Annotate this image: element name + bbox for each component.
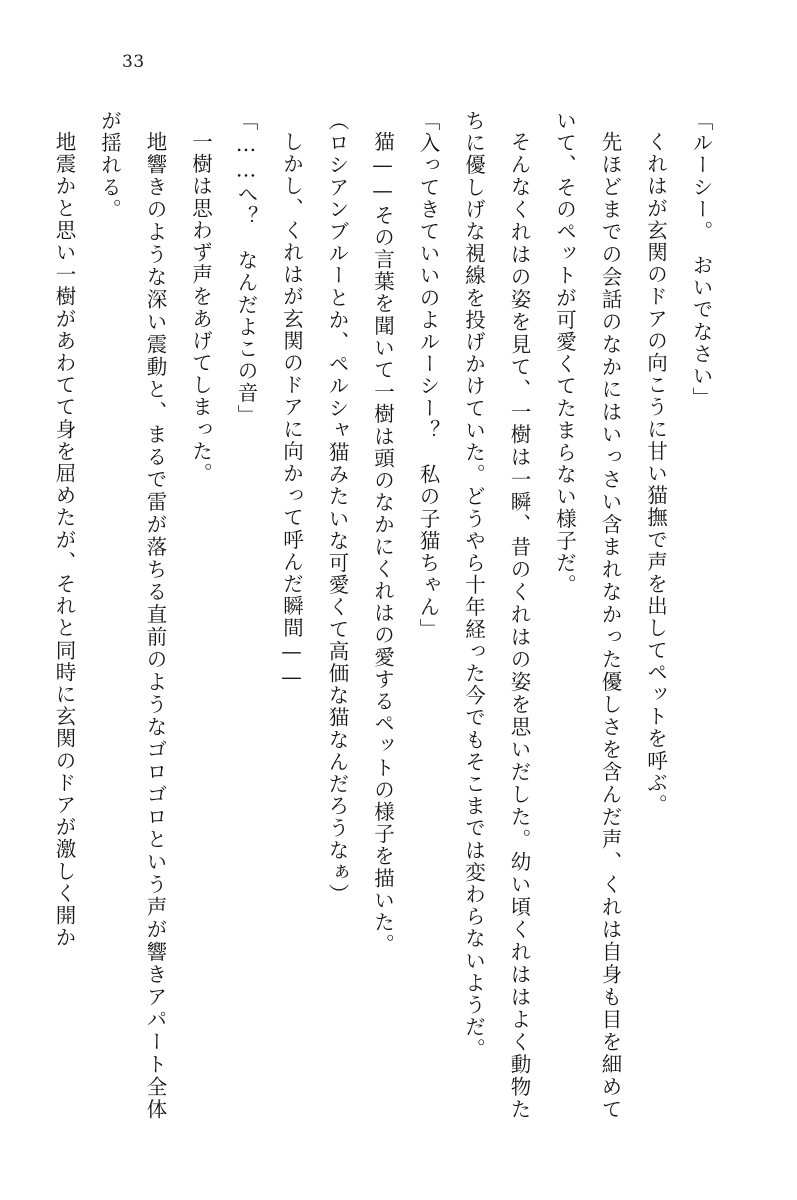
paragraph: 「ルーシー。 おいでなさい」 bbox=[689, 110, 713, 410]
paragraph: 「……へ？ なんだよこの音」 bbox=[234, 110, 258, 427]
paragraph: （ロシアンブルーとか、ペルシャ猫みたいな可愛くて高価な猫なんだろうなぁ） bbox=[325, 110, 349, 906]
paragraph: 一樹は思わず声をあげてしまった。 bbox=[188, 130, 213, 485]
page-body-text bbox=[52, 110, 723, 1120]
paragraph: しかし、くれはが玄関のドアに向かって呼んだ瞬間—— bbox=[279, 130, 304, 690]
paragraph: 地響きのような深い震動と、まるで雷が落ちる直前のようなゴロゴロという声が響きアパート全体が揺れる。 bbox=[97, 110, 167, 1120]
paragraph: 猫——その言葉を聞いて一樹は頭のなかにくれはの愛するペットの様子を描いた。 bbox=[370, 130, 395, 956]
paragraph: そんなくれはの姿を見て、一樹は一瞬、昔のくれはの姿を思いだした。幼い頃くれははよく動物たちに優しげな視線を投げかけていた。どうやら十年経った今でもそこまでは変わらないようだ。 bbox=[461, 110, 531, 1120]
paragraph: 先ほどまでの会話のなかにはいっさい含まれなかった優しさを含んだ声、くれは自身も目を細めていて、そのペットが可愛くてたまらない様子だ。 bbox=[552, 110, 622, 1120]
page-number: 33 bbox=[122, 52, 145, 72]
paragraph: 「入ってきていいのよルーシー？ 私の子猫ちゃん」 bbox=[416, 110, 440, 641]
paragraph: くれはが玄関のドアの向こうに甘い猫撫で声を出してペットを呼ぶ。 bbox=[643, 130, 668, 816]
paragraph: 地震かと思い一樹があわてて身を屈めたが、それと同時に玄関のドアが激しく開か bbox=[52, 130, 76, 949]
